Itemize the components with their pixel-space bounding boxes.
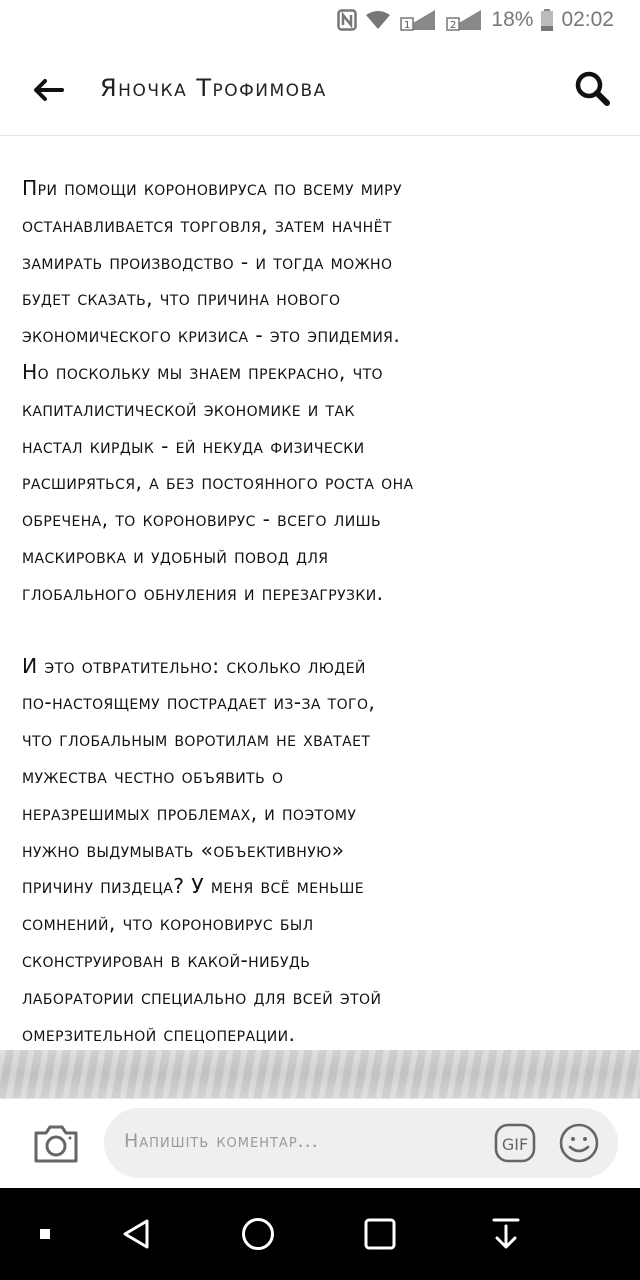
comment-bar [0, 1098, 640, 1188]
nav-extra-button[interactable] [20, 1188, 70, 1280]
signal-sim2-icon [445, 8, 483, 32]
search-icon [574, 70, 610, 106]
emoji-icon [558, 1122, 600, 1164]
nav-back-button[interactable] [108, 1188, 164, 1280]
nfc-icon [337, 9, 357, 31]
back-button[interactable] [28, 70, 68, 110]
app-header [0, 44, 640, 136]
post-paragraph-2: И это отвратительно: сколько людей по-настоящему пострадает из-за того, что глобальным воротилам не хватает мужества честно объявить о неразрешимых проблемах, и поэтому нужно выдумывать «объективную» причину пиздеца? У меня всё меньше сомнений, что короновирус был сконструирован в какой-нибудь лаборатории специально для всей этой омерзительной спецоперации. [22, 653, 382, 1046]
gif-button[interactable] [494, 1123, 536, 1163]
comment-placeholder: Напишіть коментар... [124, 1130, 319, 1152]
system-nav-bar [0, 1188, 640, 1280]
square-dot-icon [39, 1228, 51, 1240]
post-content [22, 170, 622, 1052]
comment-input[interactable] [104, 1108, 618, 1178]
gif-label: GIF [501, 1135, 529, 1154]
svg-text:2: 2 [450, 20, 457, 31]
nav-pull-down-button[interactable] [478, 1188, 534, 1280]
pull-down-icon [491, 1218, 521, 1250]
post-paragraph-1: При помощи короновируса по всему миру останавливается торговля, затем начнёт замирать производство - и тогда можно будет сказать, что причина нового экономического кризиса - это эпидемия. Но поскольку мы знаем прекрасно, что капиталистической экономике и так настал кирдык - ей некуда физически расширяться, а без постоянного роста она обречена, то короновирус - всего лишь маскировка и удобный повод для глобального обнуления и перезагрузки. [22, 176, 414, 605]
recents-square-icon [364, 1218, 396, 1250]
page-title: Яночка Трофимова [100, 74, 327, 102]
arrow-left-icon [32, 78, 64, 102]
wifi-icon [365, 10, 391, 30]
gif-icon [494, 1123, 536, 1163]
svg-text:1: 1 [404, 20, 411, 31]
camera-icon [32, 1121, 80, 1165]
post-image-preview[interactable] [0, 1050, 640, 1098]
status-time: 02:02 [561, 8, 614, 31]
home-circle-icon [241, 1217, 275, 1251]
nav-recents-button[interactable] [352, 1188, 408, 1280]
status-bar [0, 0, 640, 44]
signal-sim1-icon [399, 8, 437, 32]
battery-icon [541, 9, 553, 31]
back-triangle-icon [121, 1218, 151, 1250]
emoji-button[interactable] [558, 1122, 600, 1164]
battery-percent: 18% [491, 8, 534, 31]
search-button[interactable] [572, 68, 612, 108]
status-icons [337, 8, 614, 32]
nav-home-button[interactable] [230, 1188, 286, 1280]
camera-button[interactable] [32, 1121, 80, 1165]
